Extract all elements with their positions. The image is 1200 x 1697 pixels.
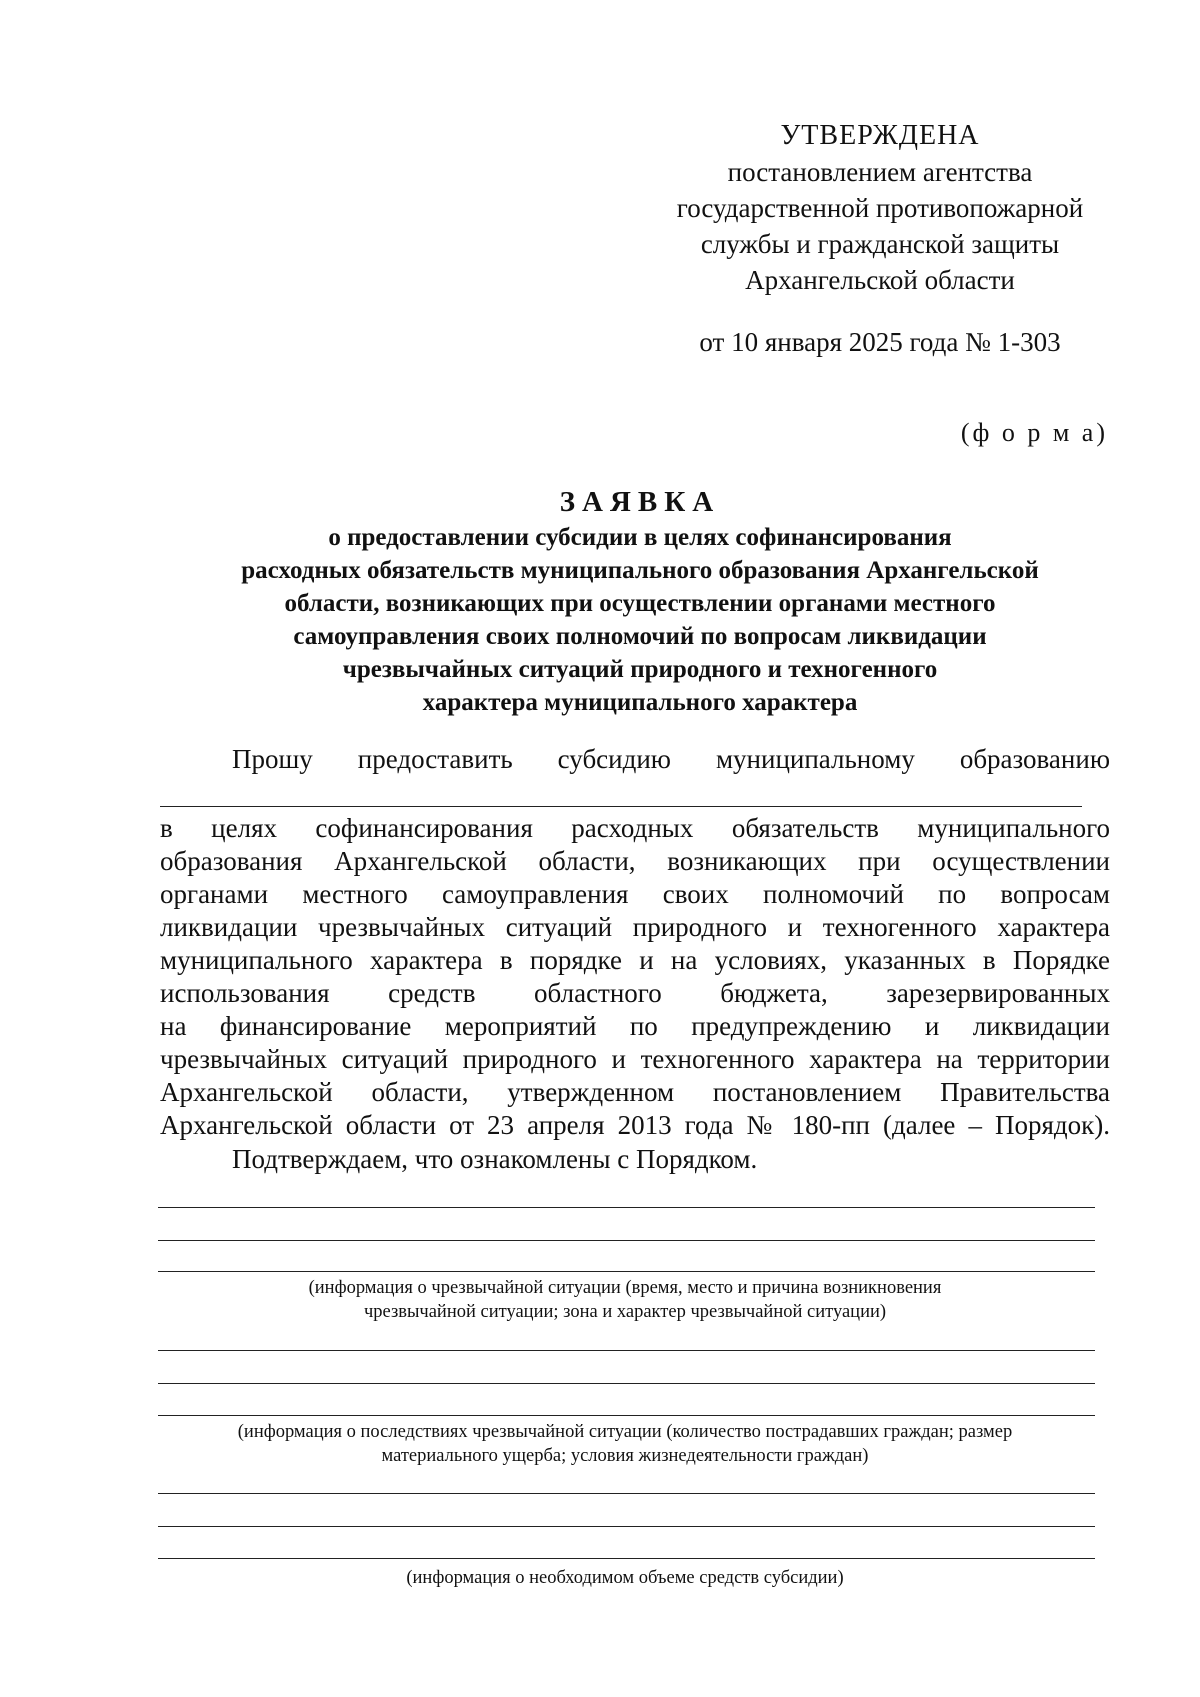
fill-line (158, 1383, 1095, 1384)
title-line: расходных обязательств муниципального образования Архангельской (241, 557, 1039, 584)
caption-line: (информация о необходимом объеме средств субсидии) (406, 1568, 844, 1588)
approval-date: от 10 января 2025 года № 1-303 (699, 327, 1061, 357)
approval-line: государственной противопожарной (676, 193, 1084, 223)
title-line: чрезвычайных ситуаций природного и техногенного (342, 656, 938, 683)
consequences-info-caption (150, 1420, 1100, 1468)
request-paragraph: Прошу предоставить субсидию муниципальному образованию (232, 744, 1110, 774)
title-line: характера муниципального характера (422, 689, 858, 716)
paragraph-line: ликвидации чрезвычайных ситуаций природного и техногенного характера (160, 912, 1110, 942)
title-main: ЗАЯВКА (559, 486, 721, 518)
municipality-fill-line (160, 806, 1082, 807)
subsidy-info-caption (150, 1566, 1100, 1590)
paragraph-line: Архангельской области, утвержденном постановлением Правительства (160, 1077, 1110, 1107)
fill-line (158, 1240, 1095, 1241)
fill-line (158, 1350, 1095, 1351)
title-line: о предоставлении субсидии в целях софинансирования (328, 524, 952, 551)
document-title (150, 483, 1130, 719)
paragraph-line: использования средств областного бюджета, зарезервированных (160, 978, 1110, 1008)
fill-line (158, 1271, 1095, 1272)
approval-line: Архангельской области (745, 265, 1015, 295)
fill-line (158, 1207, 1095, 1208)
approval-line: службы и гражданской защиты (700, 229, 1060, 259)
caption-line: чрезвычайной ситуации; зона и характер чрезвычайной ситуации) (363, 1302, 887, 1322)
confirmation-line: Подтверждаем, что ознакомлены с Порядком. (232, 1144, 758, 1174)
caption-line: (информация о последствиях чрезвычайной ситуации (количество пострадавших граждан; размер (237, 1422, 1013, 1442)
fill-line (158, 1415, 1095, 1416)
paragraph-line: на финансирование мероприятий по предупреждению и ликвидации (160, 1011, 1110, 1041)
paragraph-line: в целях софинансирования расходных обязательств муниципального (160, 813, 1110, 843)
approval-heading: УТВЕРЖДЕНА (780, 120, 980, 151)
emergency-info-caption (150, 1276, 1100, 1324)
fill-line (158, 1493, 1095, 1494)
caption-line: (информация о чрезвычайной ситуации (время, место и причина возникновения (308, 1278, 942, 1298)
paragraph-line: органами местного самоуправления своих полномочий по вопросам (160, 879, 1110, 909)
caption-line: материального ущерба; условия жизнедеятельности граждан) (381, 1446, 869, 1466)
paragraph-line: образования Архангельской области, возникающих при осуществлении (160, 846, 1110, 876)
title-line: области, возникающих при осуществлении органами местного (284, 590, 996, 617)
paragraph-line: муниципального характера в порядке и на условиях, указанных в Порядке (160, 945, 1110, 975)
fill-line (158, 1558, 1095, 1559)
form-label: (ф о р м а) (960, 418, 1108, 447)
paragraph-line: Архангельской области от 23 апреля 2013 года № 180-пп (далее – Порядок). (160, 1110, 1110, 1140)
fill-line (158, 1526, 1095, 1527)
approval-block (650, 118, 1110, 360)
title-line: самоуправления своих полномочий по вопросам ликвидации (293, 623, 987, 650)
approval-line: постановлением агентства (727, 157, 1033, 187)
purpose-paragraph (160, 812, 1110, 1142)
paragraph-line: чрезвычайных ситуаций природного и техногенного характера на территории (160, 1044, 1110, 1074)
